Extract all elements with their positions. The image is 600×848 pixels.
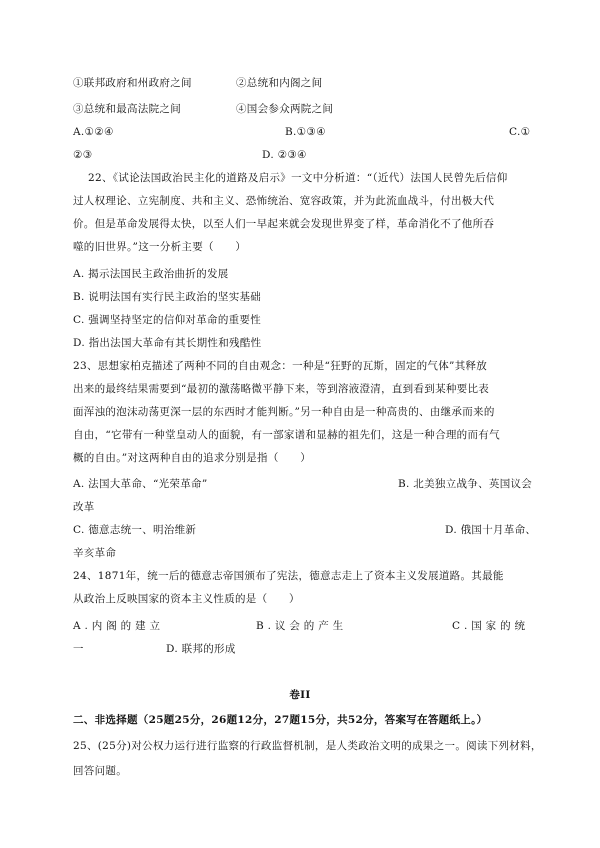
q24-choice-b: B . 议 会 的 产 生: [256, 620, 344, 632]
q21-choice-c: C.①: [509, 126, 531, 138]
q22-choice-d: D. 指出法国大革命有其长期性和残酷性: [73, 337, 262, 349]
q21-option-4: ④国会参众两院之间: [236, 103, 334, 115]
q23-choice-d: D. 俄国十月革命、: [445, 524, 537, 536]
q21-option-1: ①联邦政府和州政府之间: [73, 77, 192, 89]
q22-stem-line-4: 噬的旧世界。”这一分析主要（ ）: [73, 241, 247, 253]
q24-choice-a: A . 内 阁 的 建 立: [73, 620, 161, 632]
section-title: 卷II: [289, 689, 311, 701]
q25-stem-line-2: 回答问题。: [73, 765, 127, 777]
q22-choice-a: A. 揭示法国民主政治曲折的发展: [73, 268, 229, 280]
section-instruction: 二、非选择题（25题25分，26题12分，27题15分，共52分，答案写在答题纸上。）: [73, 714, 488, 726]
q22-choice-c: C. 强调坚持坚定的信仰对革命的重要性: [73, 314, 262, 326]
q23-stem-line-3: 面浑浊的泡沫动荡更深一层的东西时才能判断。”另一种自由是一种高贵的、由继承而来的: [73, 406, 495, 418]
q22-stem-line-1: 22、《试论法国政治民主化的道路及启示》一文中分析道：“（近代）法国人民曾先后信仰: [88, 172, 508, 184]
q24-stem-line-2: 从政治上反映国家的资本主义性质的是（ ）: [73, 593, 300, 605]
q22-stem-line-3: 价。但是革命发展得太快，以至人们一早起来就会发现世界变了样，革命消化不了他所吞: [73, 218, 495, 230]
q23-choice-b: B. 北美独立战争、英国议会: [398, 478, 533, 490]
q21-choice-a: A.①②④: [73, 126, 114, 138]
q23-stem-line-5: 概的自由。”对这两种自由的追求分别是指（ ）: [73, 452, 312, 464]
q21-option-3: ③总统和最高法院之间: [73, 103, 181, 115]
q23-stem-line-4: 自由，“它带有一种堂皇动人的面貌，有一部家谱和显赫的祖先们，这是一种合理的而有气: [73, 429, 500, 441]
q21-choice-c-cont: ②③: [73, 149, 93, 161]
q21-choice-b: B.①③④: [285, 126, 326, 138]
q23-choice-c: C. 德意志统一、明治维新: [73, 524, 197, 536]
q24-choice-d: D. 联邦的形成: [166, 643, 236, 655]
q22-choice-b: B. 说明法国有实行民主政治的坚实基础: [73, 291, 262, 303]
q23-choice-a: A. 法国大革命、“光荣革命”: [73, 478, 208, 490]
q23-stem-line-1: 23、思想家柏克描述了两种不同的自由观念：一种是“狂野的瓦斯，固定的气体”其释放: [73, 360, 488, 372]
q24-choice-c-cont: 一: [73, 643, 84, 655]
q24-stem-line-1: 24、1871年，统一后的德意志帝国颁布了宪法，德意志走上了资本主义发展道路。其最能: [73, 570, 504, 582]
q21-choice-d: D. ②③④: [262, 149, 307, 161]
q25-stem-line-1: 25、(25分)对公权力运行进行监察的行政监督机制，是人类政治文明的成果之一。阅读下列材料，: [73, 740, 542, 752]
q23-choice-b-cont: 改革: [73, 501, 95, 513]
q23-stem-line-2: 出来的最终结果需要到“最初的激荡略微平静下来，等到溶液澄清，直到看到某种要比表: [73, 383, 490, 395]
q23-choice-d-cont: 辛亥革命: [73, 547, 117, 559]
q22-stem-line-2: 过人权理论、立宪制度、共和主义、恐怖统治、宽容政策，并为此流血战斗，付出极大代: [73, 195, 495, 207]
q24-choice-c: C . 国 家 的 统: [452, 620, 526, 632]
q21-option-2: ②总统和内阁之间: [236, 77, 323, 89]
